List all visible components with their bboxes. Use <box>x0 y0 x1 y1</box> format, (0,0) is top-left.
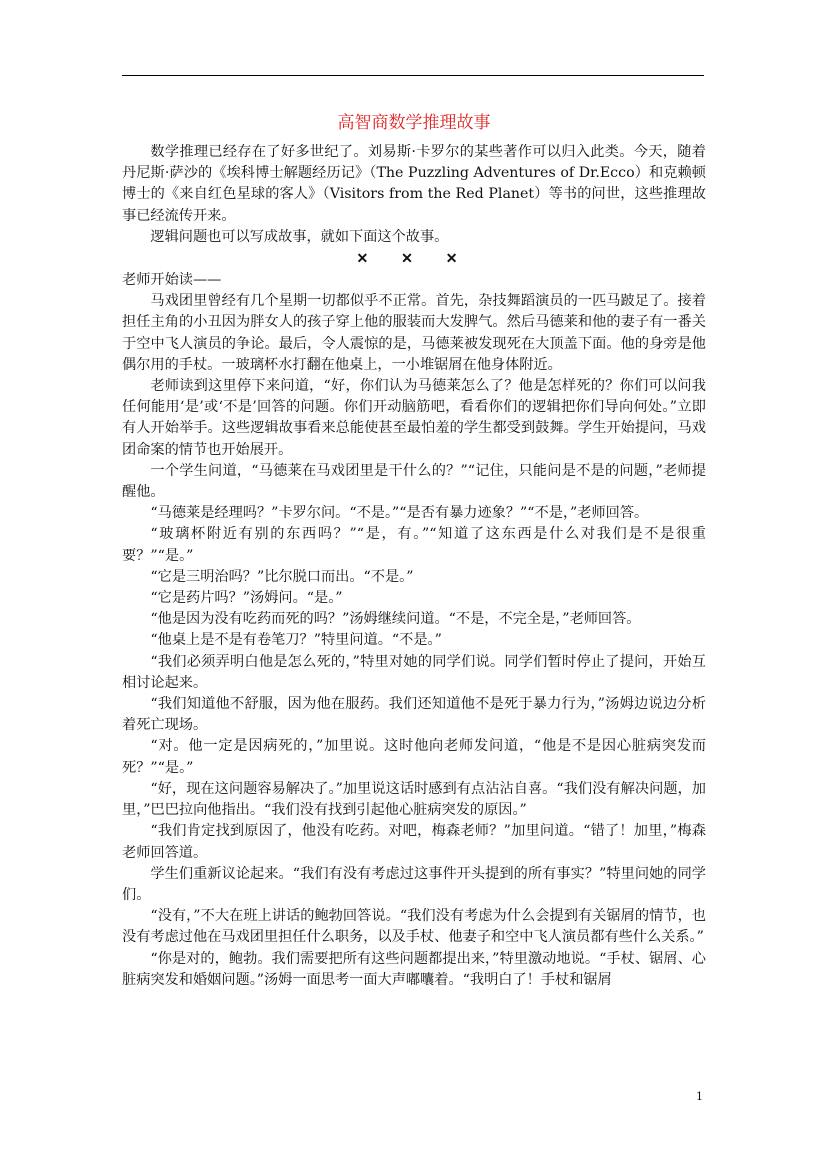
paragraph-logic: 逻辑问题也可以写成故事，就如下面这个故事。 <box>150 228 449 245</box>
header-rule <box>122 75 704 76</box>
story-paragraph: 马戏团里曾经有几个星期一切都似乎不正常。首先，杂技舞蹈演员的一匹马跛足了。接着担任主角的小丑因为胖女人的孩子穿上他的服装而大发脾气。然后马德莱和他的妻子有一番关于空中飞人演员的争论。最后，令人震惊的是，马德莱被发现死在大顶盖下面。他的身旁是他偶尔用的手杖。一玻璃杯水打翻在他桌上，一小堆锯屑在他身体附近。 <box>122 293 706 373</box>
story-paragraph: 学生们重新议论起来。“我们有没有考虑过这事件开头提到的所有事实？”特里问她的同学们。 <box>122 865 706 903</box>
story-paragraph: “他桌上是不是有卷笔刀？”特里问道。“不是。” <box>150 632 442 649</box>
story-paragraph: “我们肯定找到原因了，他没有吃药。对吧，梅森老师？”加里问道。“错了！加里，”梅森老师回答道。 <box>122 823 706 861</box>
section-separator: ✕ ✕ ✕ <box>356 251 472 268</box>
story-paragraph: “玻璃杯附近有别的东西吗？”“是，有。”“知道了这东西是什么对我们是不是很重要？”“是。” <box>122 526 706 564</box>
story-paragraph: “它是三明治吗？”比尔脱口而出。“不是。” <box>150 568 414 585</box>
story-paragraph: “我们必须弄明白他是怎么死的，”特里对她的同学们说。同学们暂时停止了提问，开始互相讨论起来。 <box>122 653 706 691</box>
story-paragraph: “好，现在这问题容易解决了。”加里说这话时感到有点沾沾自喜。“我们没有解决问题，加里，”巴巴拉向他指出。“我们没有找到引起他心脏病突发的原因。” <box>122 780 706 819</box>
story-paragraph: “马德莱是经理吗？”卡罗尔问。“不是。”“是否有暴力迹象？”“不是，”老师回答。 <box>150 505 649 522</box>
story-paragraph: “你是对的，鲍勃。我们需要把所有这些问题都提出来，”特里激动地说。“手杖、锯屑、心脏病突发和婚姻问题。”汤姆一面思考一面大声嘟囔着。“我明白了！手杖和锯屑 <box>122 950 706 988</box>
story-paragraph: “没有，”不大在班上讲话的鲍勃回答说。“我们没有考虑为什么会提到有关锯屑的情节，也没有考虑过他在马戏团里担任什么职务，以及手杖、他妻子和空中飞人演员都有些什么关系。” <box>122 908 706 946</box>
document-body <box>122 110 706 991</box>
story-paragraph: 一个学生问道，“马德莱在马戏团里是干什么的？”“记住，只能问是不是的问题，”老师提醒他。 <box>122 462 706 501</box>
story-paragraph: “我们知道他不舒服，因为他在服药。我们还知道他不是死于暴力行为，”汤姆边说边分析着死亡现场。 <box>122 696 706 734</box>
story-intro: 老师开始读—— <box>122 272 222 289</box>
story-paragraph: “他是因为没有吃药而死的吗？”汤姆继续问道。“不是，不完全是，”老师回答。 <box>150 611 641 628</box>
page-number: 1 <box>696 1090 703 1103</box>
document-title: 高智商数学推理故事 <box>337 113 491 133</box>
story-paragraph: “对。他一定是因病死的，”加里说。这时他向老师发问道，“他是不是因心脏病突发而死？”“是。” <box>122 738 706 776</box>
story-paragraph: “它是药片吗？”汤姆问。“是。” <box>150 590 343 607</box>
paragraph-intro: 数学推理已经存在了好多世纪了。刘易斯·卡罗尔的某些著作可以归入此类。今天，随着丹尼斯·萨沙的《埃科博士解题经历记》（The Puzzling Adventures of Dr.Ecco）和克赖顿博士的《来自红色星球的客人》（Visitors from the Red Planet）等书的问世，这些推理故事已经流传开来。 <box>122 144 706 224</box>
story-paragraph: 老师读到这里停下来问道，“好，你们认为马德莱怎么了？他是怎样死的？你们可以问我任何能用‘是’或‘不是’回答的问题。你们开动脑筋吧，看看你们的逻辑把你们导向何处。”立即有人开始举手。这些逻辑故事看来总能使甚至最怕羞的学生都受到鼓舞。学生开始提问，马戏团命案的情节也开始展开。 <box>122 378 706 458</box>
